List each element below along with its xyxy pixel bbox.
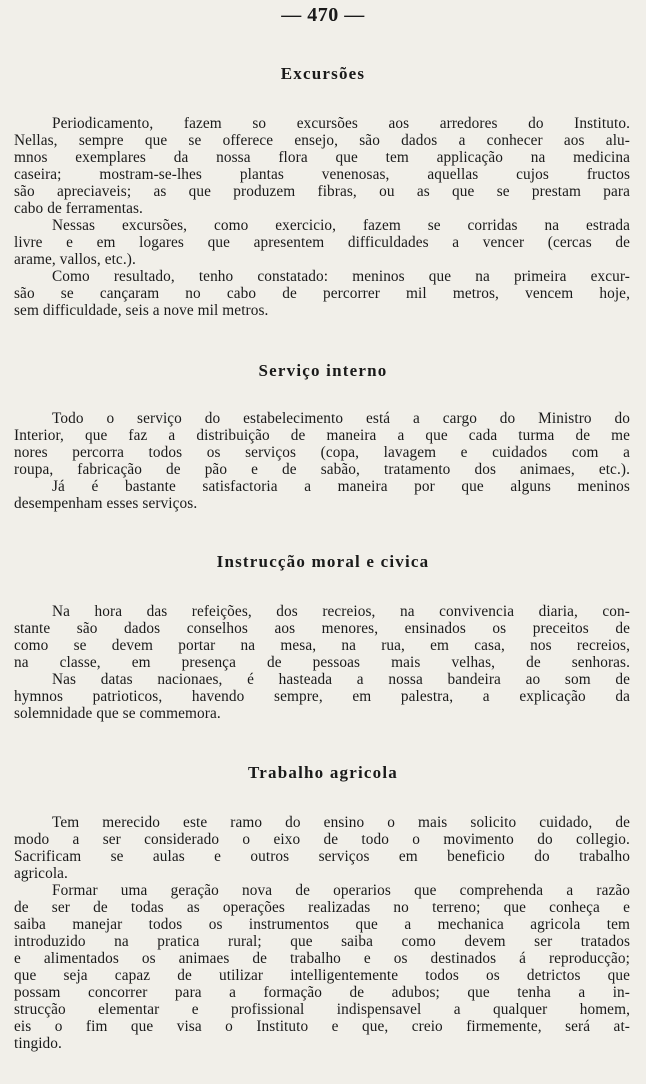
- section-heading-excursoes: Excursões: [280, 64, 366, 83]
- paragraph-line: desempenham esses serviços.: [14, 495, 198, 512]
- paragraph-line: Interior, que faz a distribuição de maneira a que cada turma de me: [14, 427, 630, 444]
- paragraph-line: eis o fim que visa o Instituto e que, creio firmemente, será at-: [14, 1018, 630, 1035]
- paragraph-line: Formar uma geração nova de operarios que comprehenda a razão: [52, 882, 630, 899]
- paragraph-line: Sacrificam se aulas e outros serviços em beneficio do trabalho: [14, 848, 630, 865]
- paragraph-line: agricola.: [14, 865, 68, 882]
- paragraph-line: livre e em logares que apresentem difficuldades a vencer (cercas de: [14, 234, 630, 251]
- paragraph-line: de ser de todas as operações realizadas no terreno; que conheça e: [14, 899, 630, 916]
- paragraph-line: Como resultado, tenho constatado: meninos que na primeira excur-: [52, 268, 630, 285]
- paragraph-line: Na hora das refeições, dos recreios, na convivencia diaria, con-: [52, 603, 630, 620]
- paragraph-line: hymnos patrioticos, havendo sempre, em palestra, a explicação da: [14, 688, 630, 705]
- paragraph-line: nores percorra todos os serviços (copa, lavagem e cuidados com a: [14, 444, 630, 461]
- paragraph-line: e alimentados os animaes de trabalho e os destinados á reproducção;: [14, 950, 630, 967]
- section-heading-servico-interno: Serviço interno: [258, 361, 388, 380]
- paragraph-line: stante são dados conselhos aos menores, ensinados os preceitos de: [14, 620, 630, 637]
- paragraph-line: sem difficuldade, seis a nove mil metros.: [14, 302, 269, 319]
- paragraph-line: cabo de ferramentas.: [14, 200, 143, 217]
- paragraph-line: Periodicamento, fazem so excursões aos arredores do Instituto.: [52, 115, 630, 132]
- paragraph-line: Tem merecido este ramo do ensino o mais solicito cuidado, de: [52, 814, 630, 831]
- paragraph-line: arame, vallos, etc.).: [14, 251, 136, 268]
- paragraph-line: possam concorrer para a formação de adubos; que tenha a in-: [14, 984, 630, 1001]
- paragraph-line: na classe, em presença de pessoas mais velhas, de senhoras.: [14, 654, 630, 671]
- paragraph-line: que seja capaz de utilizar intelligentemente todos os detrictos que: [14, 967, 630, 984]
- paragraph-line: modo a ser considerado o eixo de todo o movimento do collegio.: [14, 831, 630, 848]
- paragraph-line: tingido.: [14, 1035, 62, 1052]
- paragraph-line: Nas datas nacionaes, é hasteada a nossa bandeira ao som de: [52, 671, 630, 688]
- paragraph-line: saiba manejar todos os instrumentos que a mechanica agricola tem: [14, 916, 630, 933]
- section-heading-trabalho-agricola: Trabalho agricola: [248, 763, 398, 782]
- paragraph-line: são se cançaram no cabo de percorrer mil metros, vencem hoje,: [14, 285, 630, 302]
- paragraph-line: Nellas, sempre que se offerece ensejo, são dados a conhecer aos alu-: [14, 132, 630, 149]
- paragraph-line: Já é bastante satisfactoria a maneira por que alguns meninos: [52, 478, 630, 495]
- section-heading-instruccao-moral: Instrucção moral e civica: [216, 552, 430, 571]
- paragraph-line: caseira; mostram-se-lhes plantas venenosas, aquellas cujos fructos: [14, 166, 630, 183]
- paragraph-line: são apreciaveis; as que produzem fibras, ou as que se prestam para: [14, 183, 630, 200]
- paragraph-line: mnos exemplares da nossa flora que tem applicação na medicina: [14, 149, 630, 166]
- page-number: — 470 —: [281, 4, 365, 26]
- paragraph-line: strucção elementar e profissional indispensavel a qualquer homem,: [14, 1001, 630, 1018]
- paragraph-line: introduzido na pratica rural; que saiba como devem ser tratados: [14, 933, 630, 950]
- paragraph-line: roupa, fabricação de pão e de sabão, tratamento dos animaes, etc.).: [14, 461, 630, 478]
- paragraph-line: Nessas excursões, como exercicio, fazem se corridas na estrada: [52, 217, 630, 234]
- paragraph-line: Todo o serviço do estabelecimento está a cargo do Ministro do: [52, 410, 630, 427]
- paragraph-line: como se devem portar na mesa, na rua, em casa, nos recreios,: [14, 637, 630, 654]
- paragraph-line: solemnidade que se commemora.: [14, 705, 221, 722]
